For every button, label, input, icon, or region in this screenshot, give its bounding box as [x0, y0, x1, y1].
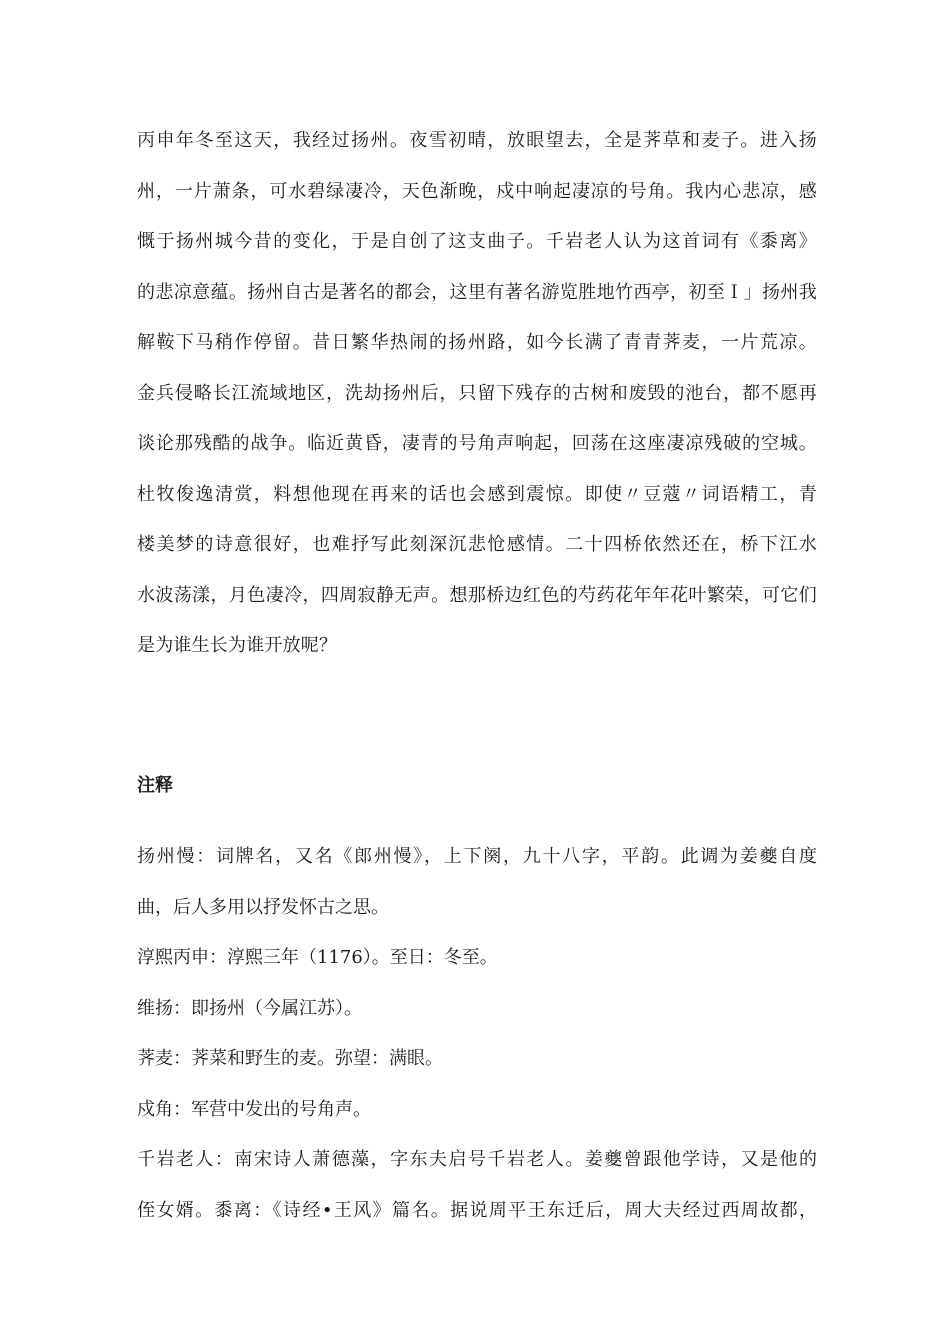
translation-line: 水波荡漾，月色凄冷，四周寂静无声。想那桥边红色的芍药花年年花叶繁荣，可它们 — [137, 584, 817, 606]
translation-line: 金兵侵略长江流域地区，洗劫扬州后，只留下残存的古树和废毁的池台，都不愿再 — [137, 382, 817, 404]
translation-line: 州，一片萧条，可水碧绿凄冷，天色渐晚，戍中响起凄凉的号角。我内心悲凉，感 — [137, 180, 817, 202]
note-line: 扬州慢：词牌名，又名《郎州慢》，上下阕，九十八字，平韵。此调为姜夔自度 — [137, 846, 817, 867]
notes-list — [137, 832, 817, 1236]
note-line: 淳熙丙申：淳熙三年（1176）。至日：冬至。 — [137, 947, 498, 968]
translation-line: 的悲凉意蕴。扬州自古是著名的都会，这里有著名游览胜地竹西亭，初至Ｉ」扬州我 — [137, 281, 817, 303]
notes-heading: 注释 — [137, 775, 173, 796]
translation-line: 解鞍下马稍作停留。昔日繁华热闹的扬州路，如今长满了青青荠麦，一片荒凉。 — [137, 332, 817, 353]
note-line: 千岩老人：南宋诗人萧德藻，字东夫启号千岩老人。姜夔曾跟他学诗，又是他的 — [137, 1149, 817, 1170]
translation-line: 慨于扬州城今昔的变化，于是自创了这支曲子。千岩老人认为这首词有《黍离》 — [137, 231, 817, 252]
translation-line: 丙申年冬至这天，我经过扬州。夜雪初晴，放眼望去，全是荠草和麦子。进入扬 — [137, 130, 817, 151]
translation-line: 谈论那残酷的战争。临近黄昏，凄青的号角声响起，回荡在这座凄凉残破的空城。 — [137, 433, 817, 454]
note-line: 侄女婿。黍离：《诗经•王风》篇名。据说周平王东迁后，周大夫经过西周故都， — [137, 1199, 817, 1221]
note-line: 曲，后人多用以抒发怀古之思。 — [137, 896, 389, 918]
note-line: 戍角：军营中发出的号角声。 — [137, 1098, 371, 1120]
translation-line: 是为谁生长为谁开放呢？ — [137, 635, 338, 656]
translation-line: 杜牧俊逸清赏，料想他现在再来的话也会感到震惊。即使〃豆蔻〃词语精工，青 — [137, 483, 817, 505]
note-line: 荠麦：荠菜和野生的麦。弥望：满眼。 — [137, 1048, 443, 1069]
translation-line: 楼美梦的诗意很好，也难抒写此刻深沉悲怆感情。二十四桥依然还在，桥下江水 — [137, 534, 817, 555]
note-line: 维扬：即扬州（今属江苏）。 — [137, 997, 362, 1019]
translation-paragraph — [137, 116, 817, 672]
